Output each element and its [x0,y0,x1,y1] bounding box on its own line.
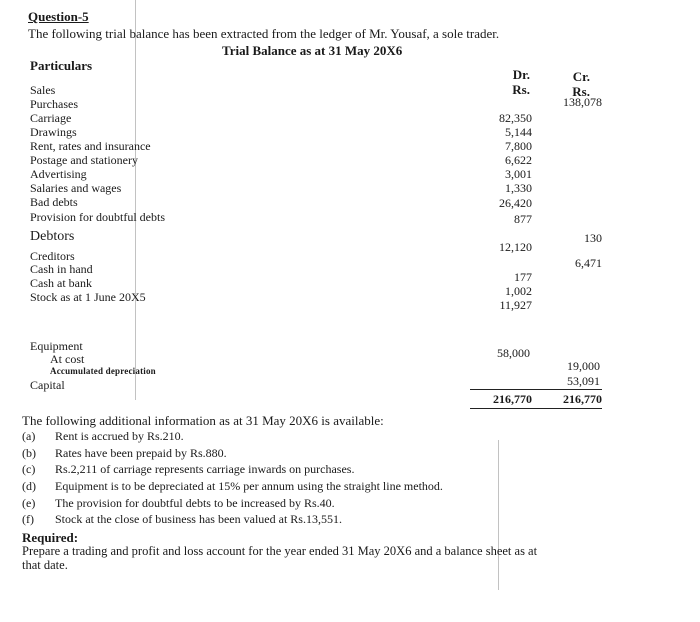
info-text: Equipment is to be depreciated at 15% per annum using the straight line method. [55,479,443,493]
info-text: The provision for doubtful debts to be increased by Rs.40. [55,496,335,510]
info-marker: (b) [22,446,36,460]
row-cr-amount: 130 [584,231,602,245]
info-text: Rs.2,211 of carriage represents carriage inwards on purchases. [55,462,355,476]
row-label: Sales [30,83,56,97]
at-cost-dr: 58,000 [497,346,530,360]
particulars-heading: Particulars [30,58,93,73]
row-dr-amount: 7,800 [505,139,532,153]
row-label: Stock as at 1 June 20X5 [30,290,146,304]
info-text: Stock at the close of business has been valued at Rs.13,551. [55,512,342,526]
total-cr: 216,770 [563,392,602,406]
row-label: Cash at bank [30,276,92,290]
scan-line [135,0,136,400]
row-dr-amount: 3,001 [505,167,532,181]
trial-balance-title: Trial Balance as at 31 May 20X6 [222,43,403,58]
row-dr-amount: 11,927 [499,298,532,312]
info-marker: (c) [22,462,36,476]
cr-heading: Cr. [572,69,590,84]
dr-unit: Rs. [512,82,530,97]
info-text: Rent is accrued by Rs.210. [55,429,184,443]
row-label: Provision for doubtful debts [30,210,165,224]
row-label: Creditors [30,249,75,263]
row-label: Purchases [30,97,78,111]
required-line-2: that date. [22,558,68,572]
dr-heading: Dr. [512,67,530,82]
info-marker: (d) [22,479,36,493]
row-label: Debtors [30,229,75,244]
row-dr-amount: 26,420 [499,196,532,210]
required-line-1: Prepare a trading and profit and loss account for the year ended 31 May 20X6 and a balance sheet as at [22,544,538,558]
row-dr-amount: 82,350 [499,111,532,125]
intro-text: The following trial balance has been extracted from the ledger of Mr. Yousaf, a sole trader. [28,26,500,41]
row-dr-amount: 6,622 [505,153,532,167]
row-label: Rent, rates and insurance [30,139,151,153]
row-label: Drawings [30,125,77,139]
question-number: Question-5 [28,9,89,24]
row-label: Bad debts [30,195,78,209]
row-label: Postage and stationery [30,153,138,167]
info-marker: (f) [22,512,34,526]
at-cost-label: At cost [50,352,85,366]
row-dr-amount: 877 [514,212,532,226]
total-dr: 216,770 [493,392,532,406]
row-cr-amount: 6,471 [575,256,602,270]
info-marker: (a) [22,429,36,443]
row-dr-amount: 177 [514,270,532,284]
total-rule-top [470,389,602,390]
row-dr-amount: 1,330 [505,181,532,195]
acc-dep-cr: 19,000 [567,359,600,373]
cr-unit: Rs. [572,84,590,99]
row-label: Advertising [30,167,87,181]
row-label: Cash in hand [30,262,93,276]
row-dr-amount: 12,120 [499,240,532,254]
row-cr-amount: 138,078 [563,95,602,109]
info-text: Rates have been prepaid by Rs.880. [55,446,227,460]
equipment-label: Equipment [30,339,83,353]
acc-dep-label: Accumulated depreciation [50,366,156,376]
capital-label: Capital [30,378,65,392]
row-dr-amount: 5,144 [505,125,532,139]
required-heading: Required: [22,530,79,545]
capital-cr: 53,091 [567,374,600,388]
scan-line [498,440,499,590]
info-marker: (e) [22,496,36,510]
additional-heading: The following additional information as at 31 May 20X6 is available: [22,413,384,428]
row-label: Carriage [30,111,72,125]
row-dr-amount: 1,002 [505,284,532,298]
row-label: Salaries and wages [30,181,122,195]
total-rule-bottom [470,408,602,409]
